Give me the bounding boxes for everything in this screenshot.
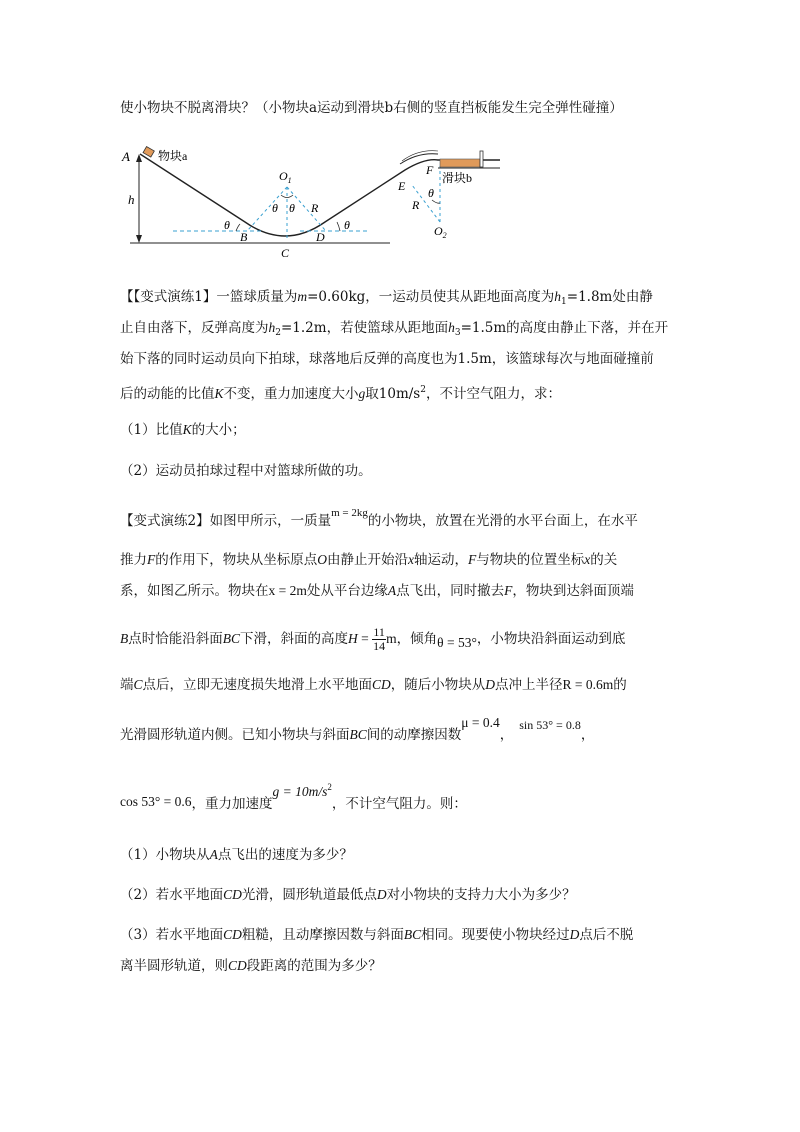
ex2-line-5 [120, 676, 627, 694]
var-h: h [554, 289, 562, 304]
var-F: F [468, 552, 477, 567]
ex2-q3-text: 相同。现要使小物块经过 [421, 927, 570, 943]
ex2-text: 点冲上半径 [495, 677, 563, 693]
ex1-q1-text: 的大小； [191, 422, 246, 438]
ex2-q3-text: 点后不脱 [579, 927, 634, 943]
sup-2: 2 [327, 782, 332, 792]
ex1-line-2 [120, 319, 668, 342]
ex2-text: 间的动摩擦因数 [366, 727, 462, 743]
ex1-q2-text: （2）运动员拍球过程中对篮球所做的功。 [120, 463, 372, 479]
ex2-text: 端 [120, 677, 134, 693]
ex1-line-1 [120, 288, 653, 311]
angle-arc-o2 [432, 200, 440, 203]
sup-2: 2 [420, 385, 426, 395]
label-A: A [122, 149, 130, 164]
var-K: K [182, 422, 192, 437]
track-diagram [0, 140, 800, 270]
var-D: D [376, 887, 387, 902]
block-b-shape [440, 159, 480, 167]
intro-text: 使小物块不脱离滑块？（小物块a运动到滑块b右侧的竖直挡板能发生完全弹性碰撞） [120, 100, 623, 116]
angle-arc-right [337, 222, 340, 231]
x-formula: x = 2m [268, 583, 307, 598]
ex2-line-6 [120, 715, 595, 744]
var-D: D [569, 927, 580, 942]
var-BC: BC [222, 631, 241, 646]
ex2-text: 与物块的位置坐标 [476, 552, 585, 568]
var-A: A [209, 847, 218, 862]
ex2-q2-text: 光滑，圆形轨道最低点 [241, 887, 377, 903]
label-R2: R [412, 198, 420, 212]
var-K: K [214, 386, 224, 401]
ex1-text: =0.60kg，一运动员使其从距地面高度为 [307, 289, 555, 305]
ex1-text: 始下落的同时运动员向下拍球，球落地后反弹的高度也为1.5m，该篮球每次与地面碰撞前 [120, 351, 654, 367]
ex2-q3-text: 离半圆形轨道，则 [120, 958, 228, 974]
var-B: B [120, 631, 129, 646]
label-B: B [240, 230, 248, 244]
var-O: O [317, 552, 327, 567]
var-F: F [147, 552, 156, 567]
ex1-line-3 [120, 350, 654, 368]
ex2-text: 的关 [590, 552, 618, 568]
var-A: A [387, 583, 397, 598]
ex2-text: 点时恰能沿斜面 [128, 631, 223, 647]
var-x: x [408, 552, 414, 567]
ex1-text: =1.2m，若使篮球从距地面 [280, 320, 449, 336]
ex1-text: ，不计空气阻力，求： [425, 386, 561, 402]
ex2-text: 的作用下，物块从坐标原点 [155, 552, 318, 568]
ex2-text: 的 [613, 677, 627, 693]
intro-line [120, 99, 623, 117]
ex2-text: ，不计空气阻力。则： [331, 796, 467, 812]
ex2-q1-text: （1）小物块从 [120, 847, 210, 863]
ex2-text: 点飞出，同时撤去 [396, 583, 505, 599]
sub-3: 3 [454, 328, 461, 338]
ex2-q3-text: 粗糙，且动摩擦因数与斜面 [241, 927, 404, 943]
var-BC: BC [403, 927, 422, 942]
ex1-text: 一篮球质量为 [216, 289, 298, 305]
ex2-question-3 [120, 926, 633, 944]
mass-formula: m = 2kg [331, 507, 368, 519]
ex2-text: 光滑圆形轨道内侧。已知小物块与斜面 [120, 727, 350, 743]
ex2-question-2 [120, 886, 576, 904]
ex2-tag: 【变式演练2】 [120, 513, 210, 529]
label-F: F [426, 163, 434, 177]
mu-formula: μ = 0.4 [461, 715, 500, 730]
label-D: D [316, 230, 325, 244]
sin-formula: sin 53° = 0.8 [519, 718, 581, 732]
ex2-question-3-cont [120, 957, 382, 975]
ex2-text: 系，如图乙所示。物块在 [120, 583, 269, 599]
ex1-text: 止自由落下，反弹高度为 [120, 320, 269, 336]
ex2-text: 由静止开始沿 [327, 552, 408, 568]
ex1-tag: 【【变式演练1】 [120, 289, 217, 305]
cos-formula: cos 53° = 0.6 [120, 794, 192, 809]
var-CD: CD [223, 887, 242, 902]
ex1-line-4 [120, 381, 561, 403]
ex2-text: 点后，立即无速度损失地滑上水平地面 [142, 677, 373, 693]
ex2-text: 轴运动， [414, 552, 468, 568]
var-CD: CD [223, 927, 242, 942]
ex2-text: 处从平台边缘 [306, 583, 388, 599]
ex2-line-7 [120, 782, 467, 813]
var-C: C [133, 677, 143, 692]
var-h: h [448, 320, 455, 335]
label-block-b: 滑块b [442, 171, 473, 185]
ex2-line-1 [120, 507, 638, 531]
comma: ， [499, 727, 514, 743]
height-fraction [372, 626, 386, 653]
ex1-text: 不变，重力加速度大小 [223, 386, 359, 402]
var-h: h [268, 320, 276, 335]
sub-1: 1 [561, 297, 567, 307]
radius-o1-b [248, 187, 287, 230]
ex2-question-1 [120, 846, 353, 864]
var-CD: CD [228, 958, 247, 973]
ex2-line-4 [120, 626, 625, 653]
ex2-text: ，重力加速度 [191, 796, 273, 812]
ex2-text: 推力 [120, 552, 147, 568]
label-theta-left: θ [224, 218, 230, 232]
theta-formula: θ = 53° [437, 635, 477, 650]
ex2-q3-text: 段距离的范围为多少？ [246, 958, 382, 974]
fraction-numerator: 11 [373, 625, 385, 639]
label-theta2: θ [289, 201, 295, 215]
ex2-text: 的小物块，放置在光滑的水平台面上，在水平 [367, 513, 638, 529]
var-x: x [584, 552, 591, 567]
ex1-question-1 [120, 421, 246, 439]
ex1-q1-text: （1）比值 [120, 422, 183, 438]
var-H: H [348, 631, 358, 646]
ex1-question-2 [120, 462, 372, 480]
label-O1: $O_1$ [279, 169, 292, 185]
ex2-text: 下滑，斜面的高度 [240, 631, 349, 647]
arrow-head-bottom [136, 235, 142, 243]
block-a-shape [143, 147, 154, 158]
var-m: m [297, 289, 308, 304]
sub-2: 2 [275, 328, 281, 338]
label-h: h [128, 192, 135, 207]
ex2-text: ，倾角 [396, 631, 438, 647]
ex2-line-2 [120, 551, 617, 569]
var-BC: BC [349, 727, 367, 742]
label-E: E [398, 179, 406, 193]
ex2-text: ，物块到达斜面顶端 [512, 583, 634, 599]
var-D: D [485, 677, 496, 692]
label-R1: R [311, 201, 319, 215]
g-formula [273, 784, 332, 799]
ex1-text: =1.8m处由静 [566, 289, 653, 305]
ex1-text: =1.5m的高度由静止下落，并在开 [460, 320, 669, 336]
label-theta1: θ [272, 201, 278, 215]
ex2-text: ，小物块沿斜面运动到底 [476, 631, 626, 647]
var-g: g [358, 386, 366, 401]
height-unit: m [386, 631, 397, 646]
label-theta-right: θ [344, 218, 350, 232]
ex2-q1-text: 点飞出的速度为多少？ [217, 847, 353, 863]
ex2-text: ，随后小物块从 [390, 677, 486, 693]
ex1-text: 后的动能的比值 [120, 386, 215, 402]
radius-formula: R = 0.6m [562, 677, 614, 692]
comma: ， [580, 727, 595, 743]
fraction-denominator: 14 [373, 639, 386, 653]
ex2-q2-text: （2）若水平地面 [120, 887, 224, 903]
label-C: C [281, 246, 290, 260]
block-b-stopper [480, 151, 483, 167]
label-O2: $O_2$ [434, 224, 447, 240]
ex1-text: 取10m/s [365, 386, 421, 402]
label-block-a: 物块a [158, 149, 188, 163]
g-value: g = 10m/s [272, 784, 328, 799]
ex2-text: 如图甲所示，一质量 [209, 513, 332, 529]
var-CD: CD [372, 677, 391, 692]
label-theta3: θ [428, 186, 434, 200]
ex2-q2-text: 对小物块的支持力大小为多少？ [386, 887, 576, 903]
ex2-line-3 [120, 582, 634, 600]
var-F: F [504, 583, 513, 598]
ex2-q3-text: （3）若水平地面 [120, 927, 224, 943]
equals: = [357, 631, 373, 646]
